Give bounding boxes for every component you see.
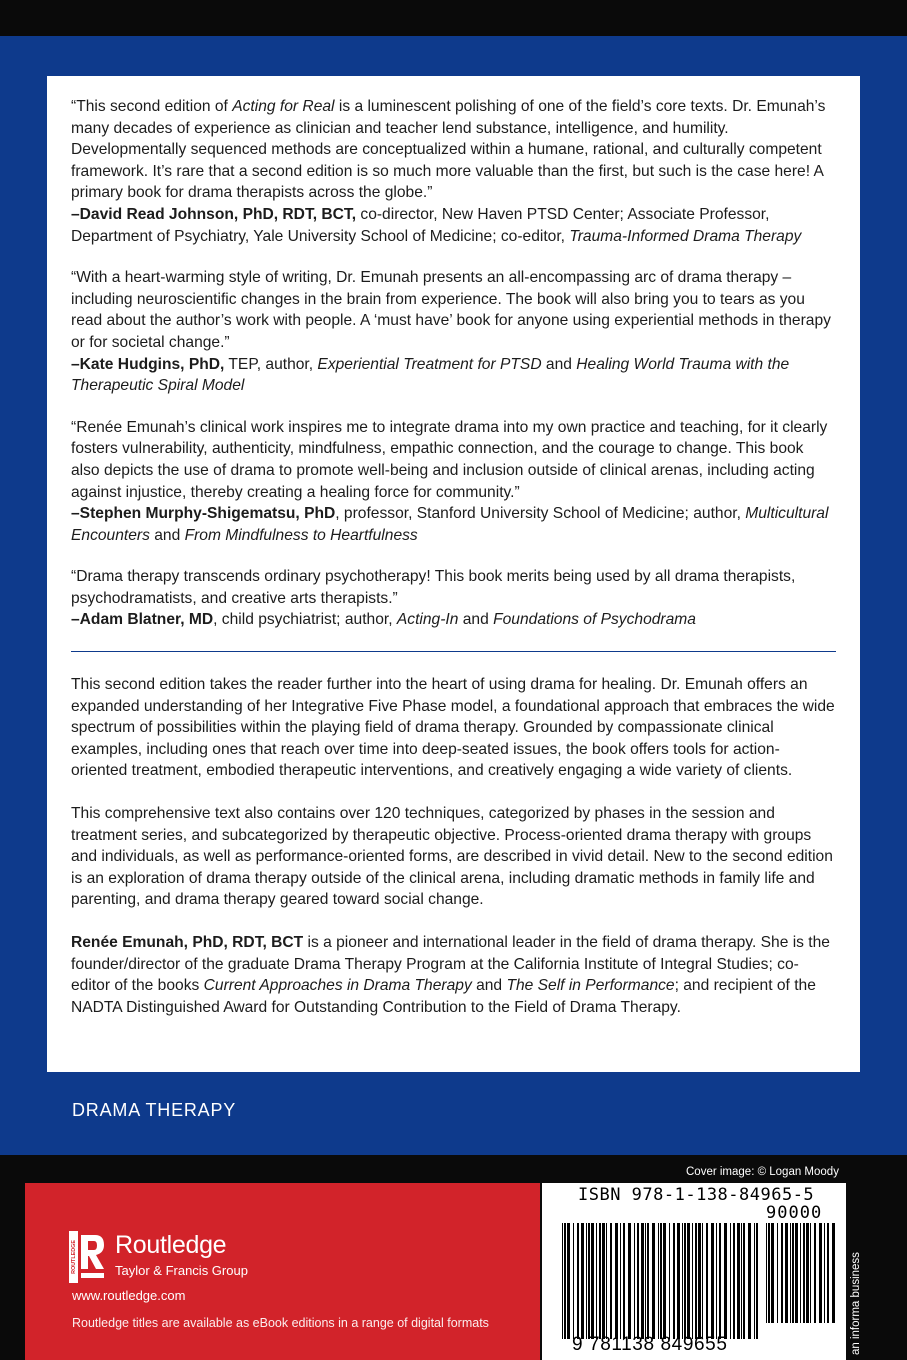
endorsement-quote: “Drama therapy transcends ordinary psychotherapy! This book merits being used by all drama therapists, psychodramatists, and creative arts therapists.” [71, 568, 796, 607]
barcode-bar [806, 1223, 809, 1323]
barcode-bar [810, 1223, 811, 1323]
barcode-bar [564, 1223, 566, 1339]
routledge-logo-icon [69, 1231, 105, 1283]
barcode-bar [695, 1223, 697, 1339]
endorsement-johnson [71, 96, 836, 247]
isbn-text: ISBN 978-1-138-84965-5 [578, 1185, 815, 1205]
barcode-bar [687, 1223, 690, 1339]
barcode-bar [692, 1223, 693, 1339]
endorsement-quote: “Renée Emunah’s clinical work inspires me to integrate drama into my own practice and teaching, for it clearly fosters vulnerability, authenticity, mindfulness, empathic connection, and the courage to change. This book also depicts the use of drama to promote well-being and inclusion outside of clinical arenas, including acting against injustice, thereby creating a healing force for community.” [71, 418, 828, 501]
barcode-bar [702, 1223, 703, 1339]
publisher-website[interactable]: www.routledge.com [72, 1288, 186, 1303]
barcode-bar [795, 1223, 798, 1323]
barcode-bar [652, 1223, 655, 1339]
barcode-bar [682, 1223, 683, 1339]
barcode-bar [628, 1223, 631, 1339]
top-band [0, 0, 907, 36]
barcode-bar [719, 1223, 721, 1339]
barcode-bar [824, 1223, 825, 1323]
barcode-bar [586, 1223, 587, 1339]
barcode-bar [588, 1223, 590, 1339]
ebook-note: Routledge titles are available as eBook editions in a range of digital formats [72, 1316, 489, 1330]
barcode-bar [771, 1223, 774, 1323]
barcode-bar [748, 1223, 751, 1339]
section-divider [71, 651, 836, 652]
barcode-bar [706, 1223, 708, 1339]
barcode-bar [658, 1223, 659, 1339]
barcode-bar [634, 1223, 635, 1339]
barcode-bar [790, 1223, 791, 1323]
endorsement-attribution: –David Read Johnson, PhD, RDT, BCT, co-director, New Haven PTSD Center; Associate Professor, Department of Psychiatry, Yale University School of Medicine; co-editor, Trauma-Informed Drama Therapy [71, 205, 802, 245]
endorsement-attribution: –Adam Blatner, MD, child psychiatrist; author, Acting-In and Foundations of Psychodrama [71, 611, 696, 629]
barcode-bar [623, 1223, 625, 1339]
endorsement-murphy-shigematsu [71, 417, 836, 547]
ean-barcode [560, 1223, 760, 1339]
barcode-bar [577, 1223, 579, 1339]
barcode-bar [606, 1223, 607, 1339]
barcode-bar [599, 1223, 601, 1339]
endorsement-hudgins [71, 267, 836, 397]
barcode-bar [660, 1223, 662, 1339]
barcode-bar [768, 1223, 770, 1323]
barcode-bar [615, 1223, 618, 1339]
endorsement-attribution: –Stephen Murphy-Shigematsu, PhD, professor, Stanford University School of Medicine; author, Multicultural Encounters and From Mindfulness to Heartfulness [71, 505, 829, 544]
barcode-bar [567, 1223, 570, 1339]
barcode-bar [645, 1223, 646, 1339]
barcode-bar [777, 1223, 778, 1323]
barcode-bar [677, 1223, 680, 1339]
barcode-bar [743, 1223, 745, 1339]
barcode-bar [610, 1223, 612, 1339]
barcode-bar [803, 1223, 805, 1323]
barcode-bar [698, 1223, 701, 1339]
barcode-bar [754, 1223, 755, 1339]
barcode-bar [730, 1223, 731, 1339]
barcode-bar [669, 1223, 670, 1339]
ean-digits: 9 781138 849655 [572, 1334, 728, 1355]
barcode-bar [602, 1223, 605, 1339]
barcode-bar [800, 1223, 801, 1323]
barcode-bar [785, 1223, 788, 1323]
endorsement-attribution: –Kate Hudgins, PhD, TEP, author, Experiential Treatment for PTSD and Healing World Trauma with the Therapeutic Spiral Model [71, 355, 790, 395]
publisher-group: Taylor & Francis Group [115, 1263, 248, 1278]
barcode-bar [596, 1223, 597, 1339]
barcode-bar [641, 1223, 644, 1339]
barcode-bar [733, 1223, 735, 1339]
cover-credit: Cover image: © Logan Moody [686, 1166, 839, 1178]
barcode-area [542, 1183, 846, 1360]
barcode-bar [673, 1223, 675, 1339]
barcode-bar [756, 1223, 758, 1339]
barcode-bar [741, 1223, 742, 1339]
barcode-bar [819, 1223, 822, 1323]
logo-vertical-text: ROUTLEDGE [70, 1240, 77, 1274]
description-paragraph: This second edition takes the reader further into the heart of using drama for healing. Dr. Emunah offers an expanded understanding of her Integrative Five Phase model, a foundational approach that embraces the wide spectrum of possibilities within the playing field of drama therapy. Grounded by compassionate clinical examples, including ones that reach over time into deep-seated issues, the book offers tools for action-oriented treatment, embodied therapeutic interventions, and creatively engaging a wide variety of clients. [71, 676, 835, 780]
barcode-bar [832, 1223, 835, 1323]
barcode-bar [781, 1223, 783, 1323]
barcode-bar [647, 1223, 649, 1339]
barcode-bar [716, 1223, 717, 1339]
author-bio: Renée Emunah, PhD, RDT, BCT is a pioneer and international leader in the field of drama therapy. She is the founder/director of the graduate Drama Therapy Program at the California Institute of Integral Studies; co-editor of the books Current Approaches in Drama Therapy and The Self in Performance; and recipient of the NADTA Distinguished Award for Outstanding Contribution to the Field of Drama Therapy. [71, 934, 830, 1016]
barcode-bar [737, 1223, 740, 1339]
barcode-bar [591, 1223, 594, 1339]
endorsement-blatner [71, 566, 836, 631]
endorsement-quote: “This second edition of Acting for Real is a luminescent polishing of one of the field’s core texts. Dr. Emunah’s many decades of experience as clinician and teacher lend substance, intelligence, and humility. Developmentally sequenced methods are conceptualized within a humane, rational, and culturally competent framework. It’s rare that a second edition is so much more valuable than the first, but such is the case here! A primary book for drama therapists across the globe.” [71, 98, 826, 202]
endorsement-quote: “With a heart-warming style of writing, Dr. Emunah presents an all-encompassing arc of drama therapy – including neuroscientific changes in the brain from experience. The book will also bring you to tears as you read about the author’s work with people. A ‘must have’ book for anyone using experiential methods in therapy or for societal change.” [71, 269, 831, 351]
barcode-bar [827, 1223, 829, 1323]
barcode-bar [684, 1223, 686, 1339]
addon-barcode [764, 1223, 840, 1323]
description-paragraph: This comprehensive text also contains over 120 techniques, categorized by phases in the session and treatment series, and subcategorized by therapeutic objective. Process-oriented drama therapy with groups and individuals, as well as performance-oriented forms, are described in vivid detail. New to the second edition is an exploration of drama therapy outside of the clinical arena, including dramatic methods in family life and parenting, and drama therapy geared toward social change. [71, 805, 833, 909]
barcode-bar [581, 1223, 584, 1339]
barcode-bar [711, 1223, 714, 1339]
barcode-bar [637, 1223, 639, 1339]
barcode-bar [573, 1223, 574, 1339]
publisher-name: Routledge [115, 1231, 227, 1259]
barcode-bar [792, 1223, 794, 1323]
back-cover-text-panel [47, 76, 860, 1072]
price-code: 90000 [766, 1203, 823, 1223]
barcode-bar [724, 1223, 727, 1339]
barcode-bar [766, 1223, 767, 1323]
informa-business-label: an informa business [850, 1252, 862, 1355]
publisher-block [25, 1183, 540, 1360]
barcode-bar [663, 1223, 666, 1339]
barcode-bar [620, 1223, 621, 1339]
barcode-bar [814, 1223, 816, 1323]
barcode-bar [562, 1223, 563, 1339]
series-label: DRAMA THERAPY [72, 1100, 237, 1120]
